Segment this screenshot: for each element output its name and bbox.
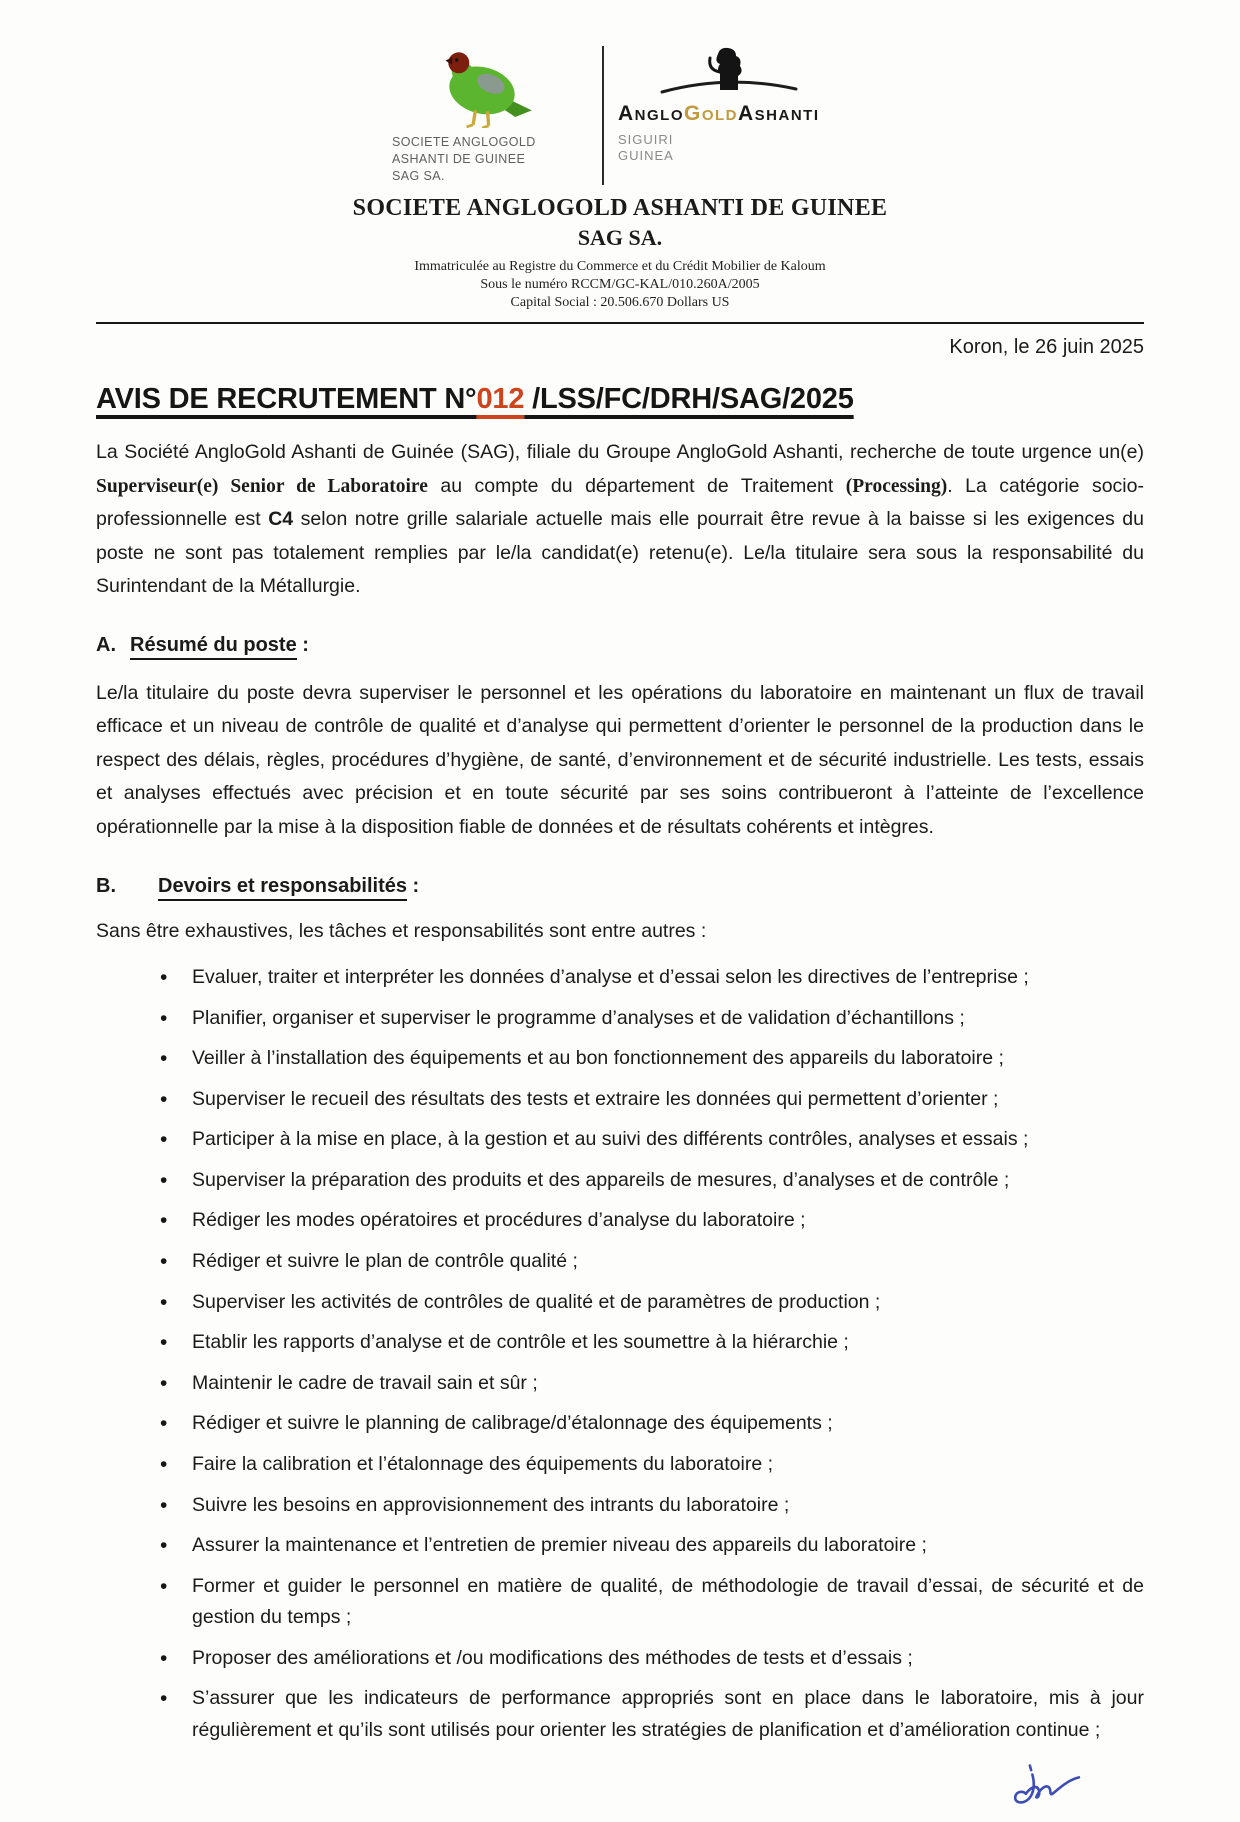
- anglogold-lion-icon: [654, 44, 804, 100]
- sag-caption-line: SOCIETE ANGLOGOLD: [392, 135, 536, 149]
- anglogold-location: [618, 132, 674, 165]
- company-name: SOCIETE ANGLOGOLD ASHANTI DE GUINEE: [352, 194, 888, 221]
- duty-item: [160, 1205, 1144, 1237]
- title-suffix: /LSS/FC/DRH/SAG/2025: [524, 383, 854, 416]
- duty-text: Faire la calibration et l’étalonnage des équipements du laboratoire ;: [192, 1452, 774, 1475]
- duty-text: Planifier, organiser et superviser le programme d’analyses et de validation d’échantillons ;: [192, 1006, 965, 1029]
- section-b-heading: [96, 875, 1144, 898]
- duty-item: [160, 1327, 1144, 1359]
- section-b-title: Devoirs et responsabilités: [158, 875, 407, 901]
- duty-item: [160, 962, 1144, 994]
- brand-anglo: Anglo: [618, 102, 684, 125]
- duty-item: [160, 1043, 1144, 1075]
- duty-item: [160, 1287, 1144, 1319]
- intro-text: selon notre grille salariale actuelle mais elle pourrait être revue à la baisse si les exigences du poste ne sont pas totalement remplies par le/la candidat(e) retenu(e). Le/la titulaire sera sous la responsabilité du Surintendant de la Métallurgie.: [96, 508, 1144, 598]
- duty-text: Rédiger et suivre le plan de contrôle qualité ;: [192, 1250, 578, 1273]
- duty-item: [160, 1165, 1144, 1197]
- section-a-title: Résumé du poste: [130, 634, 297, 660]
- letterhead-rule: [96, 322, 1144, 324]
- brand-gold: Gold: [684, 102, 738, 125]
- section-b-label: B.: [96, 874, 116, 897]
- section-a-body: Le/la titulaire du poste devra superviser le personnel et les opérations du laboratoire en maintenant un flux de travail efficace et un niveau de contrôle de qualité et d’analyse qui permettent d’orienter le personnel de la production dans le respect des délais, règles, procédures d’hygiène, de santé, d’environnement et de sécurité industrielle. Les tests, essais et analyses effectués avec précision et en toute sécurité par ses soins contribueront à l’atteinte de l’excellence opérationnelle par la mise à la disposition fiable de données et de résultats cohérents et intègres.: [96, 681, 1144, 838]
- duty-item: [160, 1368, 1144, 1400]
- duty-item: [160, 1530, 1144, 1562]
- duty-item: [160, 1571, 1144, 1634]
- intro-text: La Société AngloGold Ashanti de Guinée (SAG), filiale du Groupe AngloGold Ashanti, recherche de toute urgence un(e): [96, 441, 1144, 464]
- anglogold-logo-block: [618, 44, 848, 185]
- page-title: [96, 383, 1144, 416]
- duty-text: Rédiger les modes opératoires et procédures d’analyse du laboratoire ;: [192, 1209, 806, 1232]
- duty-text: Veiller à l’installation des équipements et au bon fonctionnement des appareils du laboratoire ;: [192, 1047, 1004, 1070]
- duty-item: [160, 1408, 1144, 1440]
- company-abbrev: SAG SA.: [577, 224, 663, 250]
- duty-text: Superviser les activités de contrôles de qualité et de paramètres de production ;: [192, 1290, 881, 1313]
- duties-list: [96, 962, 1144, 1747]
- registration-line: Sous le numéro RCCM/GC-KAL/010.260A/2005: [480, 276, 760, 292]
- intro-paragraph: [96, 436, 1144, 604]
- category-text: C4: [268, 508, 294, 531]
- duty-item: [160, 1084, 1144, 1116]
- date-line: Koron, le 26 juin 2025: [949, 336, 1144, 359]
- section-a-heading: [96, 634, 1144, 657]
- duty-text: Superviser la préparation des produits et des appareils de mesures, d’analyses et de contrôle ;: [192, 1168, 1010, 1191]
- location-guinea: GUINEA: [618, 148, 674, 164]
- brand-ashanti: Ashanti: [738, 102, 820, 125]
- section-a-colon: :: [296, 633, 309, 656]
- sag-logo-block: [392, 44, 588, 185]
- partridge-bird-icon: [426, 44, 538, 128]
- section-b-colon: :: [406, 874, 420, 897]
- duty-item: [160, 1643, 1144, 1675]
- duty-item: [160, 1124, 1144, 1156]
- duty-item: [160, 1490, 1144, 1522]
- duty-text: Rédiger et suivre le planning de calibrage/d’étalonnage des équipements ;: [192, 1412, 833, 1435]
- duty-text: Suivre les besoins en approvisionnement des intrants du laboratoire ;: [192, 1493, 790, 1516]
- registration-line: Capital Social : 20.506.670 Dollars US: [510, 295, 730, 310]
- signature-area: [96, 1756, 1144, 1818]
- section-a-label: A.: [96, 633, 116, 656]
- duty-text: Assurer la maintenance et l’entretien de premier niveau des appareils du laboratoire ;: [192, 1534, 927, 1557]
- duty-text: Evaluer, traiter et interpréter les données d’analyse et d’essai selon les directives de l’entreprise ;: [192, 966, 1029, 988]
- duties-intro: Sans être exhaustives, les tâches et responsabilités sont entre autres :: [96, 919, 707, 942]
- job-title-text: Superviseur(e) Senior de Laboratoire: [96, 475, 428, 497]
- duty-text: Participer à la mise en place, à la gestion et au suivi des différents contrôles, analyses et essais ;: [192, 1128, 1029, 1151]
- intro-text: . La catégorie socio-professionnelle est: [96, 474, 1144, 531]
- registration-block: [96, 258, 1144, 313]
- title-prefix: AVIS DE RECRUTEMENT N°: [96, 383, 477, 416]
- sag-caption-line: SAG SA.: [392, 168, 445, 183]
- duty-text: S’assurer que les indicateurs de performance appropriés sont en place dans le laboratoire, mis à jour régulièrement et qu’ils sont utilisés pour orienter les stratégies de planification et d’amélioration continue ;: [192, 1687, 1144, 1741]
- letterhead-logos: [96, 44, 1144, 185]
- handwritten-initials-icon: [997, 1751, 1095, 1822]
- duty-text: Maintenir le cadre de travail sain et sûr ;: [192, 1371, 538, 1394]
- intro-text: au compte du département de Traitement: [427, 474, 846, 497]
- sag-logo-caption: [392, 134, 536, 185]
- location-siguiri: SIGUIRI: [618, 132, 674, 147]
- anglogold-brand-wordmark: [618, 102, 820, 126]
- duty-item: [160, 1683, 1144, 1746]
- recruitment-number: 012: [476, 383, 525, 416]
- duty-item: [160, 1246, 1144, 1278]
- logo-divider: [602, 46, 604, 185]
- duty-text: Superviser le recueil des résultats des tests et extraire les données qui permettent d’orienter ;: [192, 1087, 999, 1110]
- duty-text: Proposer des améliorations et /ou modifications des méthodes de tests et d’essais ;: [192, 1646, 913, 1669]
- duty-text: Former et guider le personnel en matière de qualité, de méthodologie de travail d’essai, de sécurité et de gestion du temps ;: [192, 1574, 1144, 1629]
- registration-line: Immatriculée au Registre du Commerce et du Crédit Mobilier de Kaloum: [414, 258, 826, 274]
- duty-item: [160, 1003, 1144, 1035]
- duty-item: [160, 1449, 1144, 1481]
- sag-caption-line: ASHANTI DE GUINEE: [392, 151, 526, 166]
- processing-text: (Processing): [845, 475, 948, 497]
- duty-text: Etablir les rapports d’analyse et de contrôle et les soumettre à la hiérarchie ;: [192, 1331, 849, 1354]
